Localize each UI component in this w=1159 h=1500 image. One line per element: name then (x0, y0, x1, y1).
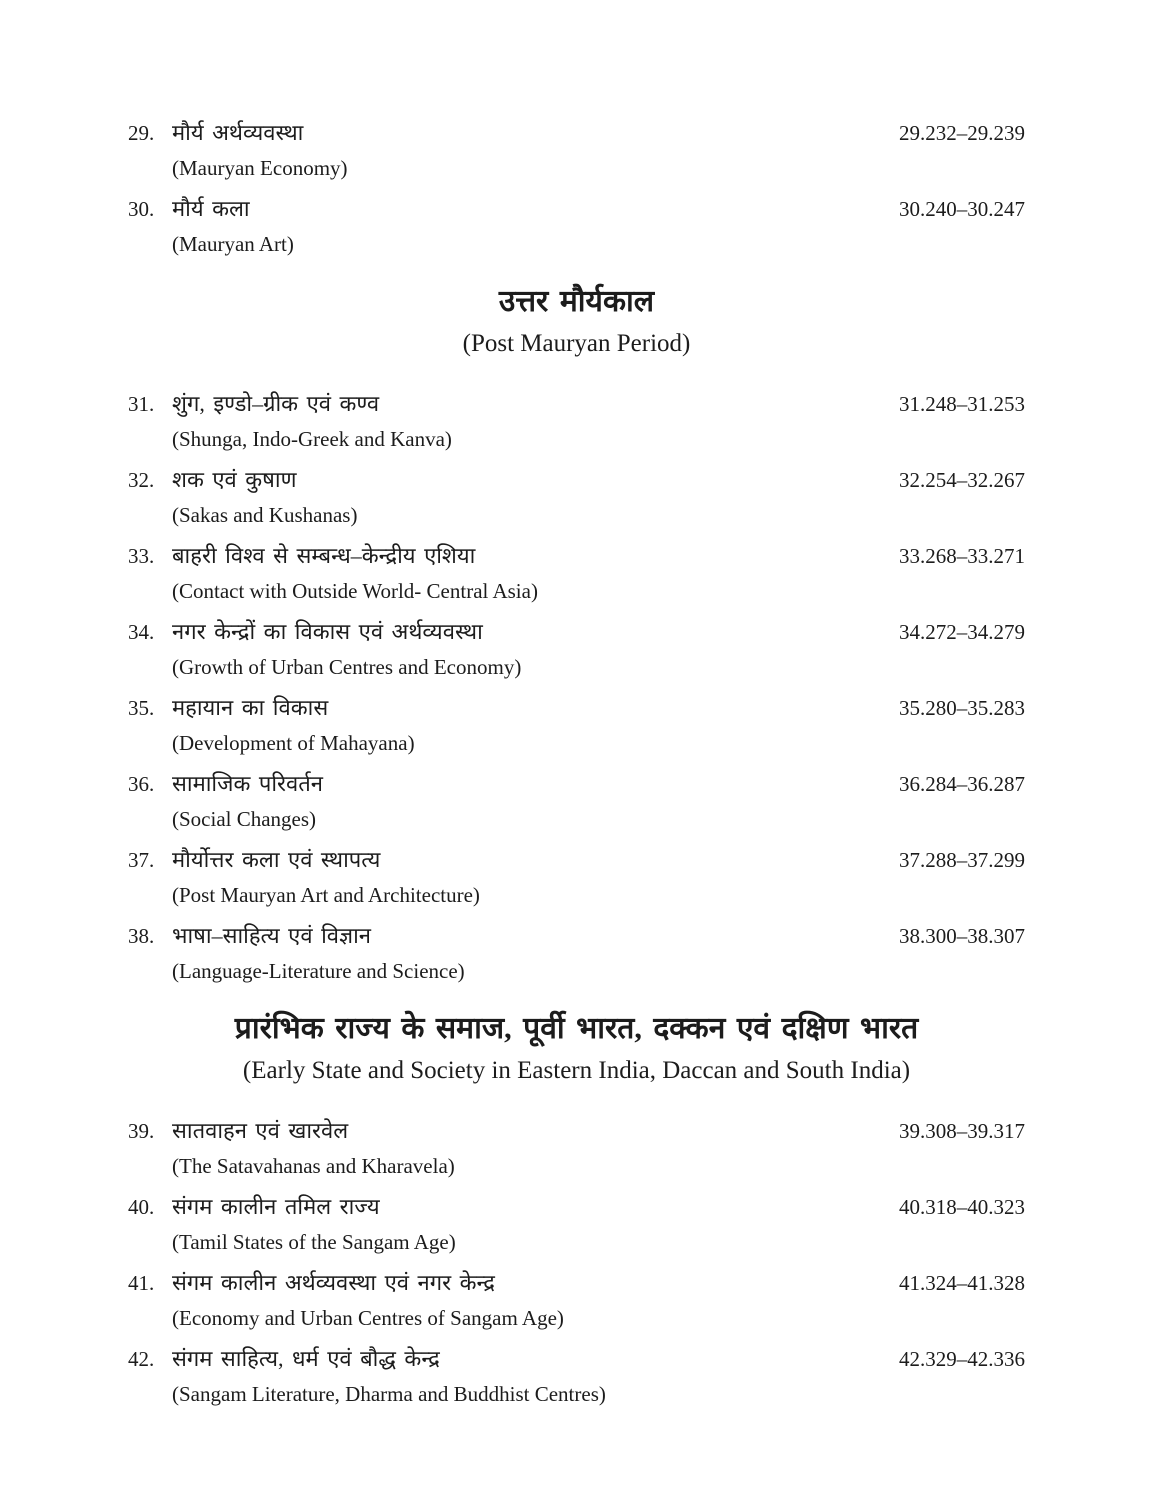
item-page-range: 31.248–31.253 (899, 392, 1025, 416)
toc-item-42 (128, 1344, 1025, 1408)
item-page-range: 35.280–35.283 (899, 696, 1025, 720)
item-title-hindi: संगम कालीन अर्थव्यवस्था एवं नगर केन्द्र (172, 1270, 495, 1295)
item-title-english: (Mauryan Art) (172, 232, 294, 256)
item-title-english: (Contact with Outside World- Central Asia) (172, 579, 538, 603)
item-page-range: 33.268–33.271 (899, 544, 1025, 568)
item-page-range: 41.324–41.328 (899, 1271, 1025, 1295)
toc-item-39 (128, 1116, 1025, 1180)
toc-item-37 (128, 845, 1025, 909)
item-title-hindi: शक एवं कुषाण (172, 467, 297, 492)
item-title-hindi: भाषा–साहित्य एवं विज्ञान (172, 923, 372, 948)
section-heading-hindi: उत्तर मौर्यकाल (498, 285, 655, 318)
item-title-hindi: सामाजिक परिवर्तन (172, 771, 324, 796)
item-title-hindi: नगर केन्द्रों का विकास एवं अर्थव्यवस्था (172, 619, 483, 644)
toc-item-30 (128, 194, 1025, 258)
item-number: 42. (128, 1347, 155, 1371)
item-title-hindi: मौर्य अर्थव्यवस्था (172, 120, 304, 145)
toc-item-38 (128, 921, 1025, 985)
toc-item-31 (128, 389, 1025, 453)
item-title-hindi: मौर्य कला (172, 196, 250, 221)
item-number: 41. (128, 1271, 155, 1295)
item-title-hindi: शुंग, इण्डो–ग्रीक एवं कण्व (172, 391, 380, 416)
toc-item-32 (128, 465, 1025, 529)
item-title-hindi: महायान का विकास (172, 695, 329, 720)
toc-item-33 (128, 541, 1025, 605)
item-title-english: (Growth of Urban Centres and Economy) (172, 655, 522, 679)
item-title-english: (Sangam Literature, Dharma and Buddhist Centres) (172, 1382, 606, 1406)
item-title-english: (Language-Literature and Science) (172, 959, 465, 983)
toc-item-34 (128, 617, 1025, 681)
item-page-range: 29.232–29.239 (899, 121, 1025, 145)
item-page-range: 34.272–34.279 (899, 620, 1025, 644)
toc-item-35 (128, 693, 1025, 757)
toc-item-41 (128, 1268, 1025, 1332)
item-title-english: (Development of Mahayana) (172, 731, 415, 755)
toc-item-29 (128, 118, 1025, 182)
item-title-english: (Economy and Urban Centres of Sangam Age) (172, 1306, 564, 1330)
item-page-range: 39.308–39.317 (899, 1119, 1025, 1143)
item-number: 32. (128, 468, 155, 492)
item-page-range: 32.254–32.267 (899, 468, 1025, 492)
section-heading-english: (Post Mauryan Period) (462, 330, 691, 357)
section-heading-hindi: प्रारंभिक राज्य के समाज, पूर्वी भारत, दक्कन एवं दक्षिण भारत (234, 1012, 919, 1045)
item-title-hindi: सातवाहन एवं खारवेल (172, 1118, 349, 1143)
item-title-hindi: मौर्योत्तर कला एवं स्थापत्य (172, 847, 381, 872)
item-number: 38. (128, 924, 155, 948)
item-title-hindi: संगम साहित्य, धर्म एवं बौद्ध केन्द्र (172, 1346, 440, 1371)
item-number: 39. (128, 1119, 155, 1143)
item-title-hindi: संगम कालीन तमिल राज्य (172, 1194, 380, 1219)
item-number: 40. (128, 1195, 155, 1219)
item-page-range: 37.288–37.299 (899, 848, 1025, 872)
item-page-range: 40.318–40.323 (899, 1195, 1025, 1219)
item-number: 35. (128, 696, 155, 720)
item-page-range: 36.284–36.287 (899, 772, 1025, 796)
item-number: 34. (128, 620, 155, 644)
item-page-range: 42.329–42.336 (899, 1347, 1025, 1371)
item-title-english: (Shunga, Indo-Greek and Kanva) (172, 427, 452, 451)
item-title-english: (Tamil States of the Sangam Age) (172, 1230, 456, 1254)
item-number: 29. (128, 121, 155, 145)
item-title-english: (Post Mauryan Art and Architecture) (172, 883, 480, 907)
toc-item-36 (128, 769, 1025, 833)
item-number: 30. (128, 197, 155, 221)
section-heading-post-mauryan (128, 282, 1025, 361)
item-number: 37. (128, 848, 155, 872)
item-page-range: 30.240–30.247 (899, 197, 1025, 221)
toc-item-40 (128, 1192, 1025, 1256)
item-number: 33. (128, 544, 155, 568)
item-title-english: (The Satavahanas and Kharavela) (172, 1154, 455, 1178)
section-heading-early-state (128, 1009, 1025, 1088)
item-page-range: 38.300–38.307 (899, 924, 1025, 948)
item-title-english: (Sakas and Kushanas) (172, 503, 358, 527)
item-title-hindi: बाहरी विश्व से सम्बन्ध–केन्द्रीय एशिया (172, 543, 476, 568)
item-number: 36. (128, 772, 155, 796)
item-title-english: (Mauryan Economy) (172, 156, 348, 180)
item-number: 31. (128, 392, 155, 416)
section-heading-english: (Early State and Society in Eastern India, Daccan and South India) (242, 1057, 911, 1084)
item-title-english: (Social Changes) (172, 807, 317, 831)
